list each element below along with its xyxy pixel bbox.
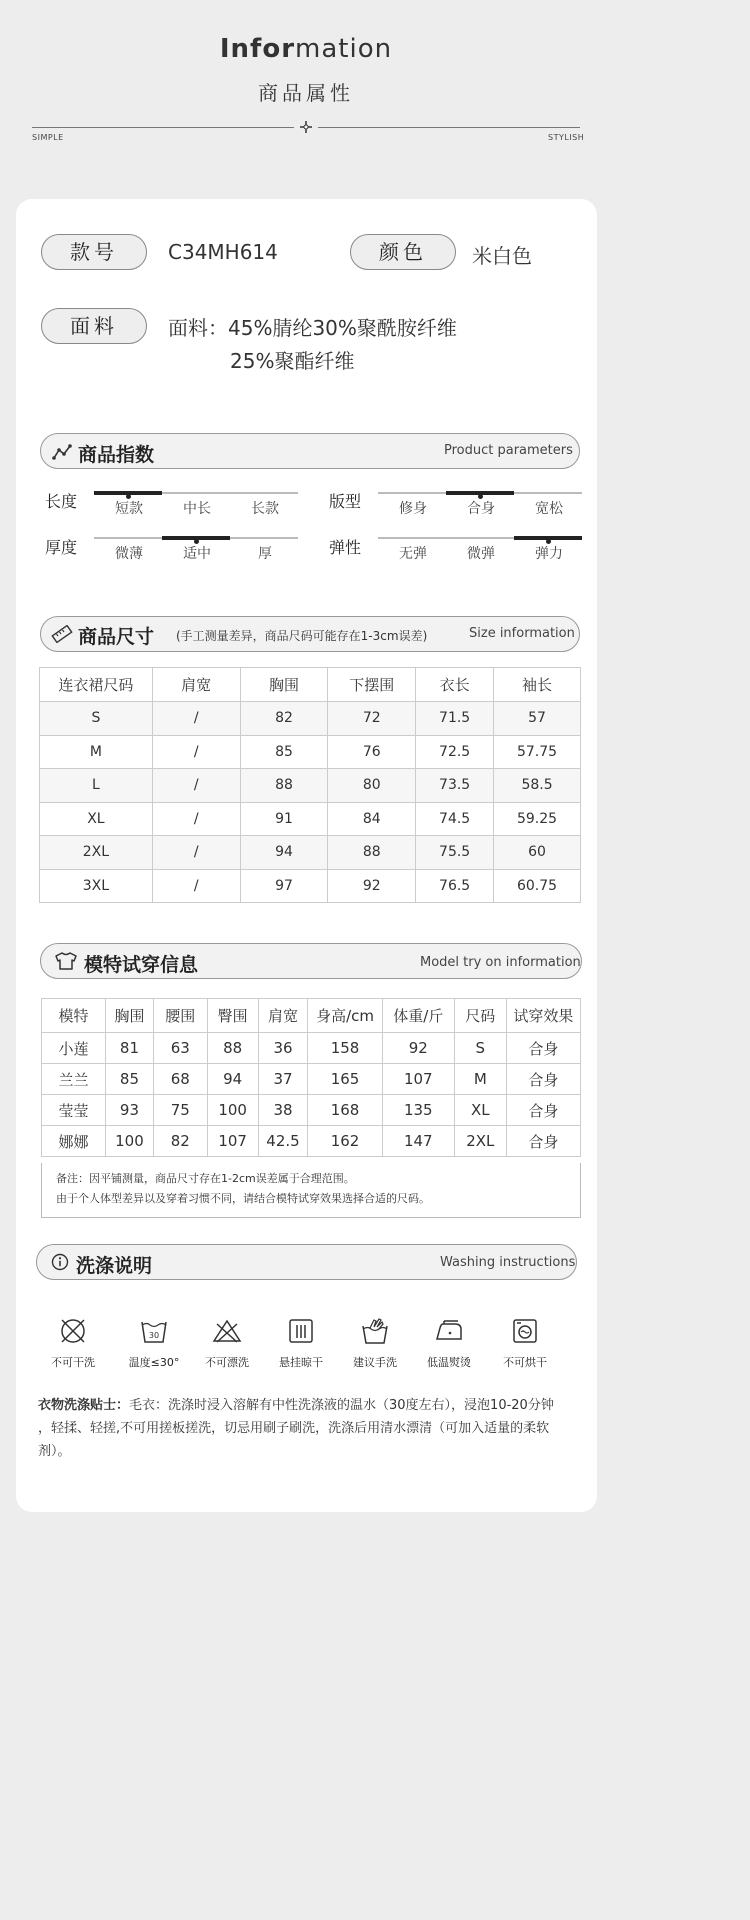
model-cell: 42.5 <box>258 1126 308 1157</box>
product-index-title: 商品指数 <box>78 444 155 466</box>
model-cell: 2XL <box>454 1126 506 1157</box>
model-col-header: 尺码 <box>454 999 506 1033</box>
no-dry-clean-icon <box>58 1316 88 1346</box>
model-table-row <box>42 1064 581 1095</box>
cross-ornament-icon <box>299 120 313 134</box>
wash-item-low-iron <box>412 1316 486 1370</box>
wash-label-no-dry-clean: 不可干洗 <box>51 1356 95 1369</box>
size-cell: 80 <box>328 769 416 803</box>
model-col-header: 身高/cm <box>308 999 382 1033</box>
wash-label-no-tumble-dry: 不可烘干 <box>503 1356 547 1369</box>
index-option: 微薄 <box>115 546 143 562</box>
model-cell: 合身 <box>506 1095 580 1126</box>
size-table-body <box>40 702 581 903</box>
model-cell: 38 <box>258 1095 308 1126</box>
wash-tips-label: 衣物洗涤贴士： <box>38 1398 130 1413</box>
size-cell: 2XL <box>40 836 153 870</box>
size-table-row <box>40 735 581 769</box>
model-note-line2: 由于个人体型差异以及穿着习惯不同，请结合模特试穿效果选择合适的尺码。 <box>56 1192 430 1205</box>
size-cell: 94 <box>240 836 328 870</box>
size-cell: / <box>152 802 240 836</box>
model-cell: 合身 <box>506 1126 580 1157</box>
hang-dry-icon <box>286 1316 316 1346</box>
model-cell: 85 <box>106 1064 154 1095</box>
model-table-row <box>42 1126 581 1157</box>
low-iron-icon <box>434 1316 464 1346</box>
size-cell: 72.5 <box>416 735 494 769</box>
tshirt-icon <box>54 951 78 971</box>
index-option: 短款 <box>115 501 143 517</box>
size-cell: 72 <box>328 702 416 736</box>
size-cell: 85 <box>240 735 328 769</box>
size-table-row <box>40 769 581 803</box>
model-table <box>41 998 581 1157</box>
size-subtitle: Size information <box>469 626 575 641</box>
index-option: 中长 <box>183 501 211 517</box>
size-cell: 57 <box>494 702 581 736</box>
index-label: 长度 <box>45 492 78 511</box>
title-bold: Infor <box>219 34 296 64</box>
model-note <box>41 1163 581 1218</box>
wash-tips-line2: ，轻揉、轻搓,不可用搓板搓洗，切忌用刷子刷洗，洗涤后用清水漂清（可加入适量的柔软 <box>38 1421 550 1436</box>
index-option: 适中 <box>183 546 211 562</box>
index-label: 厚度 <box>45 538 78 557</box>
model-col-header: 试穿效果 <box>506 999 580 1033</box>
wash-title: 洗涤说明 <box>76 1255 153 1277</box>
size-table-row <box>40 836 581 870</box>
size-cell: M <box>40 735 153 769</box>
page-title <box>0 34 612 64</box>
wash-tips <box>38 1394 598 1463</box>
size-col-header: 下摆围 <box>328 668 416 702</box>
size-cell: / <box>152 735 240 769</box>
index-option: 微弹 <box>467 546 495 562</box>
fabric-value-line1: 面料：45%腈纶30%聚酰胺纤维 <box>168 316 457 340</box>
model-cell: 92 <box>382 1033 454 1064</box>
ruler-icon <box>51 625 73 643</box>
model-cell: 68 <box>153 1064 207 1095</box>
size-col-header: 衣长 <box>416 668 494 702</box>
model-col-header: 臀围 <box>207 999 258 1033</box>
size-table-row <box>40 802 581 836</box>
model-col-header: 体重/斤 <box>382 999 454 1033</box>
header-left-tag: SIMPLE <box>32 133 64 142</box>
model-cell: 75 <box>153 1095 207 1126</box>
size-cell: 92 <box>328 869 416 903</box>
title-rest: mation <box>295 34 393 64</box>
header-divider-right <box>318 127 580 128</box>
wash-item-no-bleach <box>190 1316 264 1370</box>
model-col-header: 肩宽 <box>258 999 308 1033</box>
size-table-row <box>40 702 581 736</box>
product-index-subtitle: Product parameters <box>444 443 573 458</box>
size-cell: 60.75 <box>494 869 581 903</box>
model-table-body <box>42 1033 581 1157</box>
trend-line-icon <box>52 443 72 461</box>
size-cell: 97 <box>240 869 328 903</box>
size-cell: / <box>152 702 240 736</box>
index-option: 合身 <box>467 501 495 517</box>
size-col-header: 袖长 <box>494 668 581 702</box>
wash-tips-line1 <box>38 1394 598 1417</box>
no-tumble-dry-icon <box>510 1316 540 1346</box>
wash-subtitle: Washing instructions <box>440 1255 576 1270</box>
model-table-row <box>42 1095 581 1126</box>
index-label: 版型 <box>329 492 362 511</box>
wash-label-low-iron: 低温熨烫 <box>427 1356 471 1369</box>
size-cell: XL <box>40 802 153 836</box>
size-title: 商品尺寸 <box>78 626 155 648</box>
wash-item-temperature <box>117 1316 191 1370</box>
size-table <box>39 667 581 903</box>
wash-label-temperature: 温度≤30° <box>128 1356 180 1369</box>
size-cell: 3XL <box>40 869 153 903</box>
size-cell: 71.5 <box>416 702 494 736</box>
info-icon <box>51 1253 69 1271</box>
index-label: 弹性 <box>329 538 362 557</box>
model-cell: 合身 <box>506 1033 580 1064</box>
size-cell: 57.75 <box>494 735 581 769</box>
hand-wash-icon <box>360 1316 390 1346</box>
wash-item-no-tumble-dry <box>488 1316 562 1370</box>
index-option: 长款 <box>251 501 279 517</box>
model-cell: 100 <box>207 1095 258 1126</box>
wash-label-hand-wash: 建议手洗 <box>353 1356 397 1369</box>
size-cell: 88 <box>328 836 416 870</box>
index-option: 无弹 <box>399 546 427 562</box>
size-cell: 75.5 <box>416 836 494 870</box>
model-subtitle: Model try on information <box>420 955 581 970</box>
size-cell: 60 <box>494 836 581 870</box>
model-cell: 147 <box>382 1126 454 1157</box>
size-cell: L <box>40 769 153 803</box>
model-cell: 82 <box>153 1126 207 1157</box>
header-right-tag: STYLISH <box>548 133 585 142</box>
size-cell: 76.5 <box>416 869 494 903</box>
color-label: 颜色 <box>350 234 456 270</box>
wash-label-no-bleach: 不可漂洗 <box>205 1356 249 1369</box>
model-cell: 63 <box>153 1033 207 1064</box>
model-cell: 合身 <box>506 1064 580 1095</box>
size-cell: 59.25 <box>494 802 581 836</box>
size-cell: 74.5 <box>416 802 494 836</box>
model-cell: 168 <box>308 1095 382 1126</box>
size-note: (手工测量差异，商品尺码可能存在1-3cm误差) <box>176 629 428 643</box>
size-cell: 91 <box>240 802 328 836</box>
model-cell: 107 <box>382 1064 454 1095</box>
model-cell: S <box>454 1033 506 1064</box>
size-cell: 76 <box>328 735 416 769</box>
model-cell: 135 <box>382 1095 454 1126</box>
size-cell: S <box>40 702 153 736</box>
model-cell: M <box>454 1064 506 1095</box>
size-col-header: 连衣裙尺码 <box>40 668 153 702</box>
index-option: 修身 <box>399 501 427 517</box>
fabric-value-line2: 25%聚酯纤维 <box>230 349 355 373</box>
size-cell: / <box>152 769 240 803</box>
style-number-value: C34MH614 <box>168 240 278 264</box>
wash-label-hang-dry: 悬挂晾干 <box>279 1356 323 1369</box>
model-cell: 162 <box>308 1126 382 1157</box>
style-number-label: 款号 <box>41 234 147 270</box>
fabric-label: 面料 <box>41 308 147 344</box>
wash-temp-text: 30 <box>148 1331 160 1340</box>
index-option: 厚 <box>258 546 272 562</box>
model-cell: 107 <box>207 1126 258 1157</box>
model-cell: 小莲 <box>42 1033 106 1064</box>
no-bleach-icon <box>212 1316 242 1346</box>
index-option: 弹力 <box>535 546 563 562</box>
model-cell: 兰兰 <box>42 1064 106 1095</box>
wash-item-hang-dry <box>264 1316 338 1370</box>
model-title: 模特试穿信息 <box>84 954 199 976</box>
size-cell: 58.5 <box>494 769 581 803</box>
page-subtitle: 商品属性 <box>258 81 354 105</box>
size-table-row <box>40 869 581 903</box>
wash-tips-line3: 剂）。 <box>38 1444 71 1459</box>
wash-tips-text1: 毛衣：洗涤时浸入溶解有中性洗涤液的温水（30度左右），浸泡10-20分钟 <box>129 1398 554 1413</box>
size-cell: / <box>152 836 240 870</box>
size-cell: 73.5 <box>416 769 494 803</box>
model-table-row <box>42 1033 581 1064</box>
size-cell: / <box>152 869 240 903</box>
wash-item-hand-wash <box>338 1316 412 1370</box>
model-cell: 莹莹 <box>42 1095 106 1126</box>
model-cell: 81 <box>106 1033 154 1064</box>
model-col-header: 腰围 <box>153 999 207 1033</box>
model-cell: 94 <box>207 1064 258 1095</box>
wash-item-no-dry-clean <box>36 1316 110 1370</box>
size-cell: 82 <box>240 702 328 736</box>
model-cell: 娜娜 <box>42 1126 106 1157</box>
model-cell: 165 <box>308 1064 382 1095</box>
model-cell: 158 <box>308 1033 382 1064</box>
size-table-header-row <box>40 668 581 702</box>
index-option: 宽松 <box>535 501 563 517</box>
color-value: 米白色 <box>472 244 532 268</box>
model-cell: 37 <box>258 1064 308 1095</box>
size-cell: 84 <box>328 802 416 836</box>
model-cell: 93 <box>106 1095 154 1126</box>
size-col-header: 胸围 <box>240 668 328 702</box>
header-divider-left <box>32 127 294 128</box>
model-cell: XL <box>454 1095 506 1126</box>
model-table-header-row <box>42 999 581 1033</box>
size-cell: 88 <box>240 769 328 803</box>
size-col-header: 肩宽 <box>152 668 240 702</box>
model-cell: 100 <box>106 1126 154 1157</box>
model-cell: 36 <box>258 1033 308 1064</box>
model-col-header: 胸围 <box>106 999 154 1033</box>
wash-30-icon <box>139 1316 169 1346</box>
model-cell: 88 <box>207 1033 258 1064</box>
model-note-line1: 备注：因平铺测量，商品尺寸存在1-2cm误差属于合理范围。 <box>56 1172 355 1185</box>
model-col-header: 模特 <box>42 999 106 1033</box>
